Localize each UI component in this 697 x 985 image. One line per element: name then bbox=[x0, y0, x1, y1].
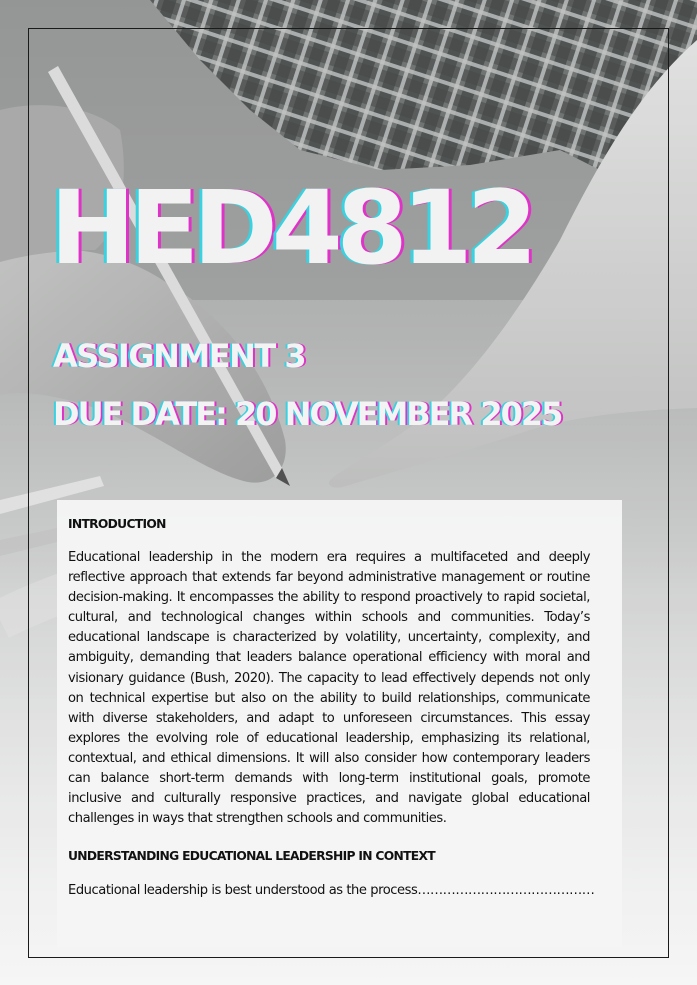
course-code-title: HED4812 bbox=[50, 169, 532, 288]
context-paragraph: Educational leadership is best understood as the process…………………………………… bbox=[68, 883, 595, 899]
section-heading-introduction: INTRODUCTION bbox=[68, 517, 166, 531]
assignment-number: ASSIGNMENT 3 bbox=[53, 337, 306, 375]
due-date: DUE DATE: 20 NOVEMBER 2025 bbox=[53, 395, 562, 433]
section-heading-context: UNDERSTANDING EDUCATIONAL LEADERSHIP IN CONTEXT bbox=[68, 849, 435, 864]
content-panel bbox=[57, 500, 622, 947]
introduction-paragraph: Educational leadership in the modern era requires a multifaceted and deeply reflective approach that extends far beyond administrative management or routine decision-making. It encompasses the ability to respond proactively to rapid societal, cultural, and technological changes within schools and communities. Today’s educational landscape is characterized by volatility, uncertainty, complexity, and ambiguity, demanding that leaders balance operational efficiency with moral and visionary guidance (Bush, 2020). The capacity to lead effectively depends not only on technical expertise but also on the ability to build relationships, communicate with diverse stakeholders, and adapt to unforeseen circumstances. This essay explores the evolving role of educational leadership, emphasizing its relational, contextual, and ethical dimensions. It will also consider how contemporary leaders can balance short-term demands with long-term institutional goals, promote inclusive and culturally responsive practices, and navigate global educational challenges in ways that strengthen schools and communities. bbox=[68, 550, 590, 827]
